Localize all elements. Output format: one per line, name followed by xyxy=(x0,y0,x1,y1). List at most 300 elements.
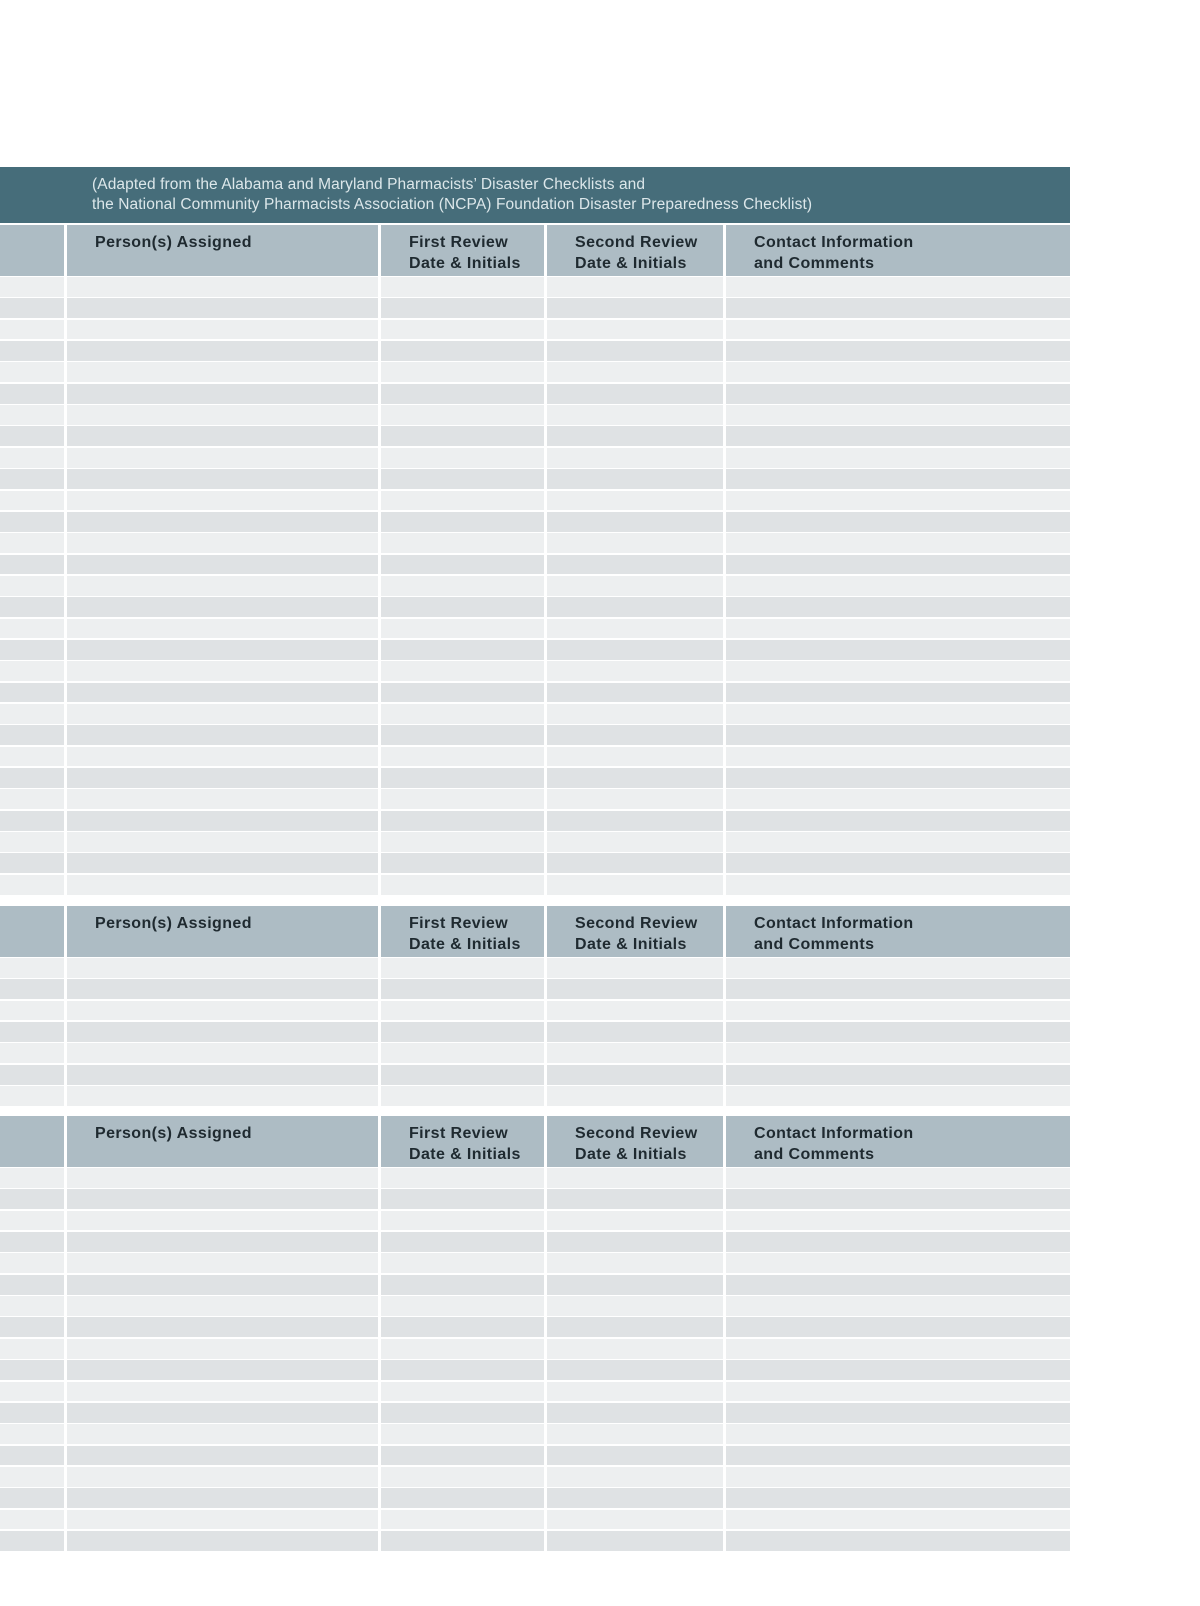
contact-column-cell[interactable] xyxy=(726,1211,1070,1231)
contact-column-cell[interactable] xyxy=(726,1022,1070,1042)
item-column-cell[interactable] xyxy=(0,725,64,745)
persons-assigned-column-cell[interactable] xyxy=(67,320,378,340)
persons-assigned-column-cell[interactable] xyxy=(67,1296,378,1316)
item-column-cell[interactable] xyxy=(0,1211,64,1231)
second-review-column-cell[interactable] xyxy=(547,661,723,681)
first-review-column-cell[interactable] xyxy=(381,1211,544,1231)
second-review-column-cell[interactable] xyxy=(547,1488,723,1508)
contact-column-cell[interactable] xyxy=(726,1403,1070,1423)
persons-assigned-column-cell[interactable] xyxy=(67,362,378,382)
first-review-column-cell[interactable] xyxy=(381,362,544,382)
first-review-column-cell[interactable] xyxy=(381,1065,544,1085)
item-column-cell[interactable] xyxy=(0,1382,64,1402)
second-review-column-cell[interactable] xyxy=(547,362,723,382)
table-row xyxy=(0,1189,1070,1209)
persons-assigned-column-cell[interactable] xyxy=(67,298,378,318)
persons-assigned-column-cell[interactable] xyxy=(67,1317,378,1337)
first-review-column-cell[interactable] xyxy=(381,832,544,852)
table-row xyxy=(0,811,1070,831)
first-review-column-cell[interactable] xyxy=(381,979,544,999)
second-review-column-cell[interactable] xyxy=(547,1296,723,1316)
contact-column-cell[interactable] xyxy=(726,448,1070,468)
persons-assigned-column-cell[interactable] xyxy=(67,853,378,873)
contact-column-cell[interactable] xyxy=(726,1317,1070,1337)
second-review-column-cell[interactable] xyxy=(547,832,723,852)
first-review-column-cell[interactable] xyxy=(381,1043,544,1063)
persons-assigned-column-cell[interactable] xyxy=(67,597,378,617)
item-column-cell[interactable] xyxy=(0,320,64,340)
second-review-column-cell[interactable] xyxy=(547,597,723,617)
first-review-column-cell[interactable] xyxy=(381,619,544,639)
contact-column-cell[interactable] xyxy=(726,1510,1070,1530)
first-review-column-cell[interactable] xyxy=(381,555,544,575)
contact-column-cell[interactable] xyxy=(726,1253,1070,1273)
item-column-cell[interactable] xyxy=(0,958,64,978)
persons-assigned-column-cell[interactable] xyxy=(67,405,378,425)
table-row xyxy=(0,576,1070,596)
item-column-cell[interactable] xyxy=(0,789,64,809)
item-column-cell[interactable] xyxy=(0,1168,64,1188)
item-column-cell[interactable] xyxy=(0,704,64,724)
persons-assigned-column-cell[interactable] xyxy=(67,789,378,809)
first-review-column-cell[interactable] xyxy=(381,1296,544,1316)
table-header-row xyxy=(0,225,1070,276)
second-review-column-cell[interactable] xyxy=(547,576,723,596)
first-review-column-cell[interactable] xyxy=(381,1275,544,1295)
contact-column-cell[interactable] xyxy=(726,640,1070,660)
first-review-column-cell[interactable] xyxy=(381,725,544,745)
second-review-column-cell[interactable] xyxy=(547,1043,723,1063)
contact-column-cell[interactable] xyxy=(726,1382,1070,1402)
first-review-column-cell[interactable] xyxy=(381,1168,544,1188)
second-review-column-cell[interactable] xyxy=(547,533,723,553)
contact-column-cell[interactable] xyxy=(726,1488,1070,1508)
item-column-cell[interactable] xyxy=(0,1531,64,1551)
contact-column-cell[interactable] xyxy=(726,555,1070,575)
item-column-cell[interactable] xyxy=(0,1360,64,1380)
contact-column-cell[interactable] xyxy=(726,1001,1070,1021)
second-review-column-cell[interactable] xyxy=(547,1467,723,1487)
contact-column-cell[interactable] xyxy=(726,341,1070,361)
item-column-cell[interactable] xyxy=(0,1339,64,1359)
first-review-column-cell[interactable] xyxy=(381,448,544,468)
item-column-cell[interactable] xyxy=(0,1065,64,1085)
contact-column-cell[interactable] xyxy=(726,469,1070,489)
first-review-column-cell[interactable] xyxy=(381,811,544,831)
persons-assigned-column-cell[interactable] xyxy=(67,1022,378,1042)
contact-column-cell[interactable] xyxy=(726,747,1070,767)
persons-assigned-column-cell[interactable] xyxy=(67,1424,378,1444)
contact-column-cell[interactable] xyxy=(726,1168,1070,1188)
persons-assigned-column-cell[interactable] xyxy=(67,1001,378,1021)
persons-assigned-column-cell[interactable] xyxy=(67,1488,378,1508)
contact-column-cell[interactable] xyxy=(726,725,1070,745)
contact-column-cell[interactable] xyxy=(726,619,1070,639)
table-row xyxy=(0,619,1070,639)
first-review-column-cell[interactable] xyxy=(381,1467,544,1487)
persons-assigned-column-cell[interactable] xyxy=(67,979,378,999)
first-review-column-cell[interactable] xyxy=(381,704,544,724)
first-review-column-cell[interactable] xyxy=(381,1339,544,1359)
second-review-column-cell[interactable] xyxy=(547,853,723,873)
item-column-cell[interactable] xyxy=(0,469,64,489)
item-column-cell[interactable] xyxy=(0,661,64,681)
table-row xyxy=(0,362,1070,382)
second-review-column-cell[interactable] xyxy=(547,979,723,999)
first-review-column-cell[interactable] xyxy=(381,853,544,873)
item-column-cell[interactable] xyxy=(0,298,64,318)
item-column-cell[interactable] xyxy=(0,1467,64,1487)
item-column-cell[interactable] xyxy=(0,1403,64,1423)
persons-assigned-column-cell[interactable] xyxy=(67,1211,378,1231)
banner-source-line-1: (Adapted from the Alabama and Maryland Pharmacists’ Disaster Checklists and xyxy=(92,176,646,193)
first-review-column-header xyxy=(381,225,544,276)
second-review-column-cell[interactable] xyxy=(547,555,723,575)
persons-assigned-column-cell[interactable] xyxy=(67,1531,378,1551)
first-review-column-cell[interactable] xyxy=(381,469,544,489)
first-review-column-cell[interactable] xyxy=(381,1360,544,1380)
table-row xyxy=(0,875,1070,895)
first-review-column-cell[interactable] xyxy=(381,1510,544,1530)
contact-column-cell[interactable] xyxy=(726,405,1070,425)
contact-column-cell[interactable] xyxy=(726,362,1070,382)
item-column-cell[interactable] xyxy=(0,362,64,382)
item-column-cell[interactable] xyxy=(0,576,64,596)
first-review-column-cell[interactable] xyxy=(381,533,544,553)
persons-assigned-column-cell[interactable] xyxy=(67,725,378,745)
item-column-cell[interactable] xyxy=(0,1189,64,1209)
second-review-column-cell[interactable] xyxy=(547,384,723,404)
item-column-cell[interactable] xyxy=(0,512,64,532)
item-column-cell[interactable] xyxy=(0,1510,64,1530)
table-row xyxy=(0,448,1070,468)
first-review-column-cell[interactable] xyxy=(381,341,544,361)
persons-assigned-column-cell[interactable] xyxy=(67,448,378,468)
persons-assigned-column-cell[interactable] xyxy=(67,1510,378,1530)
contact-column-cell[interactable] xyxy=(726,1446,1070,1466)
second-review-column-cell[interactable] xyxy=(547,1065,723,1085)
persons-assigned-column-cell[interactable] xyxy=(67,875,378,895)
persons-assigned-column-cell[interactable] xyxy=(67,1168,378,1188)
persons-assigned-column-cell[interactable] xyxy=(67,768,378,788)
second-review-column-cell[interactable] xyxy=(547,747,723,767)
first-review-column-cell[interactable] xyxy=(381,320,544,340)
first-review-column-cell[interactable] xyxy=(381,1382,544,1402)
second-review-column-cell[interactable] xyxy=(547,1232,723,1252)
contact-column-cell[interactable] xyxy=(726,491,1070,511)
second-review-column-cell[interactable] xyxy=(547,298,723,318)
item-column-cell[interactable] xyxy=(0,811,64,831)
contact-column-cell[interactable] xyxy=(726,277,1070,297)
contact-column-cell[interactable] xyxy=(726,1189,1070,1209)
second-review-column-cell[interactable] xyxy=(547,1531,723,1551)
item-column-cell[interactable] xyxy=(0,640,64,660)
persons-assigned-column-cell[interactable] xyxy=(67,469,378,489)
contact-column-cell[interactable] xyxy=(726,1531,1070,1551)
persons-assigned-column-cell[interactable] xyxy=(67,1403,378,1423)
persons-assigned-column-header-label: Person(s) Assigned xyxy=(95,234,252,251)
persons-assigned-column-cell[interactable] xyxy=(67,491,378,511)
contact-column-cell[interactable] xyxy=(726,426,1070,446)
table-row xyxy=(0,1403,1070,1423)
contact-column-cell[interactable] xyxy=(726,1275,1070,1295)
item-column-cell[interactable] xyxy=(0,768,64,788)
first-review-column-cell[interactable] xyxy=(381,1022,544,1042)
first-review-column-cell[interactable] xyxy=(381,1086,544,1106)
persons-assigned-column-cell[interactable] xyxy=(67,1189,378,1209)
contact-column-cell[interactable] xyxy=(726,320,1070,340)
item-column-cell[interactable] xyxy=(0,875,64,895)
contact-column-header xyxy=(726,1116,1070,1167)
item-column-cell[interactable] xyxy=(0,1001,64,1021)
item-column-cell[interactable] xyxy=(0,341,64,361)
item-column-cell[interactable] xyxy=(0,597,64,617)
first-review-column-cell[interactable] xyxy=(381,1446,544,1466)
second-review-column-cell[interactable] xyxy=(547,811,723,831)
table-row xyxy=(0,725,1070,745)
first-review-column-cell[interactable] xyxy=(381,491,544,511)
item-column-cell[interactable] xyxy=(0,683,64,703)
first-review-column-cell[interactable] xyxy=(381,1403,544,1423)
contact-column-cell[interactable] xyxy=(726,661,1070,681)
table-header-row xyxy=(0,906,1070,957)
first-review-column-cell[interactable] xyxy=(381,1189,544,1209)
item-column-cell[interactable] xyxy=(0,1232,64,1252)
contact-column-cell[interactable] xyxy=(726,811,1070,831)
contact-column-cell[interactable] xyxy=(726,1339,1070,1359)
item-column-cell[interactable] xyxy=(0,1424,64,1444)
contact-column-cell[interactable] xyxy=(726,875,1070,895)
second-review-column-cell[interactable] xyxy=(547,958,723,978)
item-column-cell[interactable] xyxy=(0,747,64,767)
first-review-column-cell[interactable] xyxy=(381,277,544,297)
item-column-cell[interactable] xyxy=(0,277,64,297)
second-review-column-cell[interactable] xyxy=(547,1360,723,1380)
contact-column-header-label xyxy=(754,913,914,955)
persons-assigned-column-cell[interactable] xyxy=(67,1065,378,1085)
persons-assigned-column-cell[interactable] xyxy=(67,1043,378,1063)
persons-assigned-column-cell[interactable] xyxy=(67,512,378,532)
contact-column-cell[interactable] xyxy=(726,597,1070,617)
first-review-column-cell[interactable] xyxy=(381,1232,544,1252)
first-review-column-cell[interactable] xyxy=(381,405,544,425)
persons-assigned-column-header-label: Person(s) Assigned xyxy=(95,915,252,932)
persons-assigned-column-cell[interactable] xyxy=(67,640,378,660)
first-review-column-cell[interactable] xyxy=(381,1317,544,1337)
first-review-column-cell[interactable] xyxy=(381,1001,544,1021)
persons-assigned-column-cell[interactable] xyxy=(67,811,378,831)
persons-assigned-column-cell[interactable] xyxy=(67,1467,378,1487)
second-review-column-cell[interactable] xyxy=(547,469,723,489)
second-review-column-cell[interactable] xyxy=(547,426,723,446)
contact-column-cell[interactable] xyxy=(726,1424,1070,1444)
second-review-column-cell[interactable] xyxy=(547,1189,723,1209)
persons-assigned-column-cell[interactable] xyxy=(67,1360,378,1380)
table-row xyxy=(0,533,1070,553)
second-review-column-cell[interactable] xyxy=(547,320,723,340)
contact-column-cell[interactable] xyxy=(726,576,1070,596)
second-review-column-cell[interactable] xyxy=(547,277,723,297)
item-column-cell[interactable] xyxy=(0,979,64,999)
first-review-column-cell[interactable] xyxy=(381,384,544,404)
item-column-cell[interactable] xyxy=(0,1296,64,1316)
second-review-column-cell[interactable] xyxy=(547,1001,723,1021)
first-review-column-cell[interactable] xyxy=(381,747,544,767)
second-review-column-cell[interactable] xyxy=(547,1339,723,1359)
second-review-column-cell[interactable] xyxy=(547,1446,723,1466)
persons-assigned-column-cell[interactable] xyxy=(67,1446,378,1466)
persons-assigned-column-cell[interactable] xyxy=(67,1232,378,1252)
first-review-column-header xyxy=(381,906,544,957)
table-row xyxy=(0,341,1070,361)
item-column-cell[interactable] xyxy=(0,853,64,873)
first-review-column-cell[interactable] xyxy=(381,298,544,318)
contact-column-cell[interactable] xyxy=(726,533,1070,553)
second-review-column-cell[interactable] xyxy=(547,512,723,532)
second-review-column-cell[interactable] xyxy=(547,1424,723,1444)
table-row xyxy=(0,491,1070,511)
contact-column-cell[interactable] xyxy=(726,512,1070,532)
contact-column-cell[interactable] xyxy=(726,832,1070,852)
persons-assigned-column-cell[interactable] xyxy=(67,1382,378,1402)
second-review-column-cell[interactable] xyxy=(547,405,723,425)
item-column-cell[interactable] xyxy=(0,1446,64,1466)
item-column-cell[interactable] xyxy=(0,448,64,468)
first-review-column-cell[interactable] xyxy=(381,768,544,788)
second-review-column-cell[interactable] xyxy=(547,789,723,809)
second-review-column-cell[interactable] xyxy=(547,768,723,788)
persons-assigned-column-cell[interactable] xyxy=(67,1275,378,1295)
contact-column-cell[interactable] xyxy=(726,1296,1070,1316)
contact-column-cell[interactable] xyxy=(726,979,1070,999)
contact-column-cell[interactable] xyxy=(726,1086,1070,1106)
contact-column-cell[interactable] xyxy=(726,1065,1070,1085)
contact-column-cell[interactable] xyxy=(726,789,1070,809)
contact-column-cell[interactable] xyxy=(726,298,1070,318)
item-column-cell[interactable] xyxy=(0,832,64,852)
table-row xyxy=(0,1510,1070,1530)
persons-assigned-column-cell[interactable] xyxy=(67,1253,378,1273)
first-review-column-cell[interactable] xyxy=(381,597,544,617)
persons-assigned-column-cell[interactable] xyxy=(67,533,378,553)
second-review-column-cell[interactable] xyxy=(547,1086,723,1106)
persons-assigned-column-cell[interactable] xyxy=(67,341,378,361)
second-review-column-cell[interactable] xyxy=(547,1403,723,1423)
first-review-column-cell[interactable] xyxy=(381,640,544,660)
second-review-column-cell[interactable] xyxy=(547,619,723,639)
contact-column-header-label xyxy=(754,232,914,274)
item-column-cell[interactable] xyxy=(0,555,64,575)
item-column-cell[interactable] xyxy=(0,1253,64,1273)
first-review-column-cell[interactable] xyxy=(381,426,544,446)
item-column-cell[interactable] xyxy=(0,1488,64,1508)
persons-assigned-column-cell[interactable] xyxy=(67,384,378,404)
item-column-cell[interactable] xyxy=(0,1317,64,1337)
persons-assigned-column-cell[interactable] xyxy=(67,832,378,852)
first-review-column-cell[interactable] xyxy=(381,1253,544,1273)
first-review-column-cell[interactable] xyxy=(381,512,544,532)
item-column-cell[interactable] xyxy=(0,619,64,639)
persons-assigned-column-cell[interactable] xyxy=(67,277,378,297)
first-review-column-cell[interactable] xyxy=(381,576,544,596)
item-column-cell[interactable] xyxy=(0,1275,64,1295)
persons-assigned-column-cell[interactable] xyxy=(67,958,378,978)
persons-assigned-column-cell[interactable] xyxy=(67,1086,378,1106)
first-review-column-cell[interactable] xyxy=(381,958,544,978)
second-review-column-cell[interactable] xyxy=(547,491,723,511)
table-row xyxy=(0,1531,1070,1551)
item-column-cell[interactable] xyxy=(0,426,64,446)
contact-column-cell[interactable] xyxy=(726,1467,1070,1487)
first-review-column-cell[interactable] xyxy=(381,1424,544,1444)
table-row xyxy=(0,1065,1070,1085)
first-review-column-cell[interactable] xyxy=(381,683,544,703)
second-review-column-cell[interactable] xyxy=(547,1382,723,1402)
second-review-column-cell[interactable] xyxy=(547,1022,723,1042)
second-review-column-header-label xyxy=(575,232,698,274)
contact-column-cell[interactable] xyxy=(726,704,1070,724)
second-review-column-cell[interactable] xyxy=(547,1317,723,1337)
second-review-column-cell[interactable] xyxy=(547,1275,723,1295)
second-review-column-cell[interactable] xyxy=(547,448,723,468)
first-review-column-cell[interactable] xyxy=(381,661,544,681)
second-review-column-cell[interactable] xyxy=(547,640,723,660)
persons-assigned-column-cell[interactable] xyxy=(67,661,378,681)
item-column-cell[interactable] xyxy=(0,1022,64,1042)
contact-column-cell[interactable] xyxy=(726,853,1070,873)
table-row xyxy=(0,747,1070,767)
contact-column-cell[interactable] xyxy=(726,1360,1070,1380)
second-review-column-header xyxy=(547,225,723,276)
second-review-column-cell[interactable] xyxy=(547,1168,723,1188)
persons-assigned-column-cell[interactable] xyxy=(67,704,378,724)
second-review-column-cell[interactable] xyxy=(547,1253,723,1273)
first-review-column-cell[interactable] xyxy=(381,1488,544,1508)
persons-assigned-column-cell[interactable] xyxy=(67,683,378,703)
second-review-column-cell[interactable] xyxy=(547,704,723,724)
item-column-cell[interactable] xyxy=(0,405,64,425)
persons-assigned-column-cell[interactable] xyxy=(67,576,378,596)
second-review-column-cell[interactable] xyxy=(547,725,723,745)
contact-column-cell[interactable] xyxy=(726,1043,1070,1063)
first-review-column-cell[interactable] xyxy=(381,1531,544,1551)
persons-assigned-column-cell[interactable] xyxy=(67,555,378,575)
persons-assigned-column-cell[interactable] xyxy=(67,747,378,767)
contact-column-cell[interactable] xyxy=(726,768,1070,788)
item-column-cell[interactable] xyxy=(0,533,64,553)
second-review-column-cell[interactable] xyxy=(547,683,723,703)
contact-column-cell[interactable] xyxy=(726,683,1070,703)
first-review-column-cell[interactable] xyxy=(381,789,544,809)
second-review-column-cell[interactable] xyxy=(547,341,723,361)
second-review-column-cell[interactable] xyxy=(547,875,723,895)
persons-assigned-column-cell[interactable] xyxy=(67,619,378,639)
second-review-column-cell[interactable] xyxy=(547,1510,723,1530)
item-column-cell[interactable] xyxy=(0,384,64,404)
table-row xyxy=(0,1382,1070,1402)
contact-column-cell[interactable] xyxy=(726,958,1070,978)
table-row xyxy=(0,683,1070,703)
item-column-cell[interactable] xyxy=(0,491,64,511)
persons-assigned-column-cell[interactable] xyxy=(67,1339,378,1359)
contact-column-cell[interactable] xyxy=(726,384,1070,404)
second-review-column-cell[interactable] xyxy=(547,1211,723,1231)
persons-assigned-column-cell[interactable] xyxy=(67,426,378,446)
item-column-cell[interactable] xyxy=(0,1043,64,1063)
first-review-column-cell[interactable] xyxy=(381,875,544,895)
contact-column-cell[interactable] xyxy=(726,1232,1070,1252)
item-column-cell[interactable] xyxy=(0,1086,64,1106)
